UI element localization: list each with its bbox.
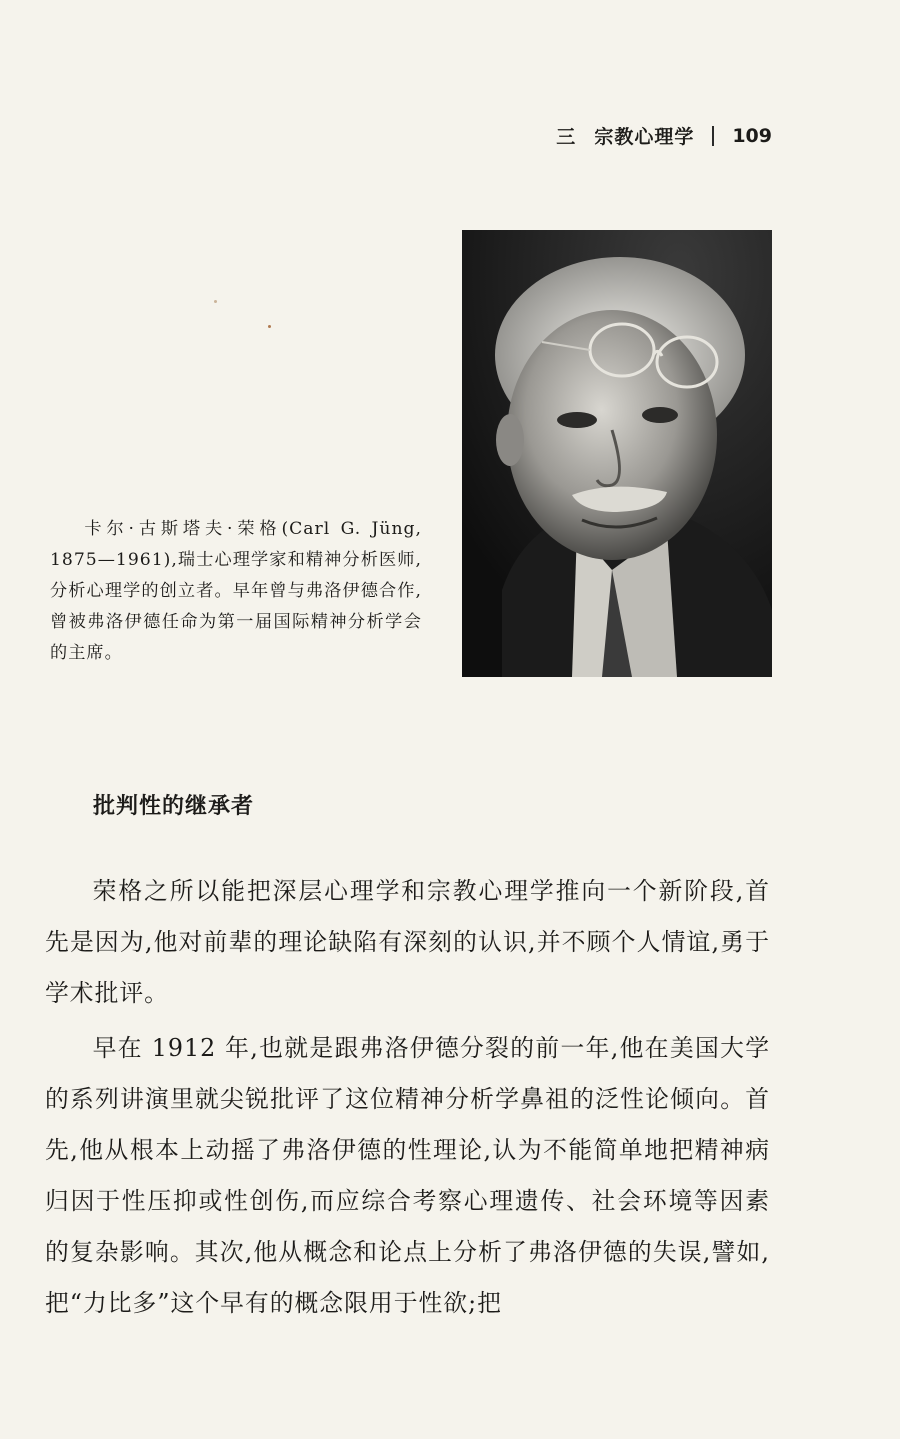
running-head	[556, 122, 772, 149]
portrait-photo	[462, 230, 772, 677]
paper-speck	[268, 325, 271, 328]
chapter-title: 宗教心理学	[594, 126, 695, 148]
header-divider	[712, 126, 714, 146]
page-number: 109	[732, 124, 772, 147]
paragraph: 早在 1912 年,也就是跟弗洛伊德分裂的前一年,他在美国大学的系列讲演里就尖锐批评了这位精神分析学鼻祖的泛性论倾向。首先,他从根本上动摇了弗洛伊德的性理论,认为不能简单地把精神病归因于性压抑或性创伤,而应综合考察心理遗传、社会环境等因素的复杂影响。其次,他从概念和论点上分析了弗洛伊德的失误,譬如,把“力比多”这个早有的概念限用于性欲;把	[45, 1034, 770, 1317]
section-heading: 批判性的继承者	[93, 794, 255, 819]
body-text	[45, 866, 770, 1333]
paragraph: 荣格之所以能把深层心理学和宗教心理学推向一个新阶段,首先是因为,他对前辈的理论缺陷有深刻的认识,并不顾个人情谊,勇于学术批评。	[45, 877, 770, 1007]
chapter-number: 三	[556, 126, 577, 148]
portrait-photo-icon	[462, 230, 772, 677]
photo-caption: 卡尔·古斯塔夫·荣格(Carl G. Jüng, 1875—1961),瑞士心理学家和精神分析医师,分析心理学的创立者。早年曾与弗洛伊德合作,曾被弗洛伊德任命为第一届国际精神分析学会的主席。	[50, 519, 422, 663]
paper-speck	[214, 300, 217, 303]
